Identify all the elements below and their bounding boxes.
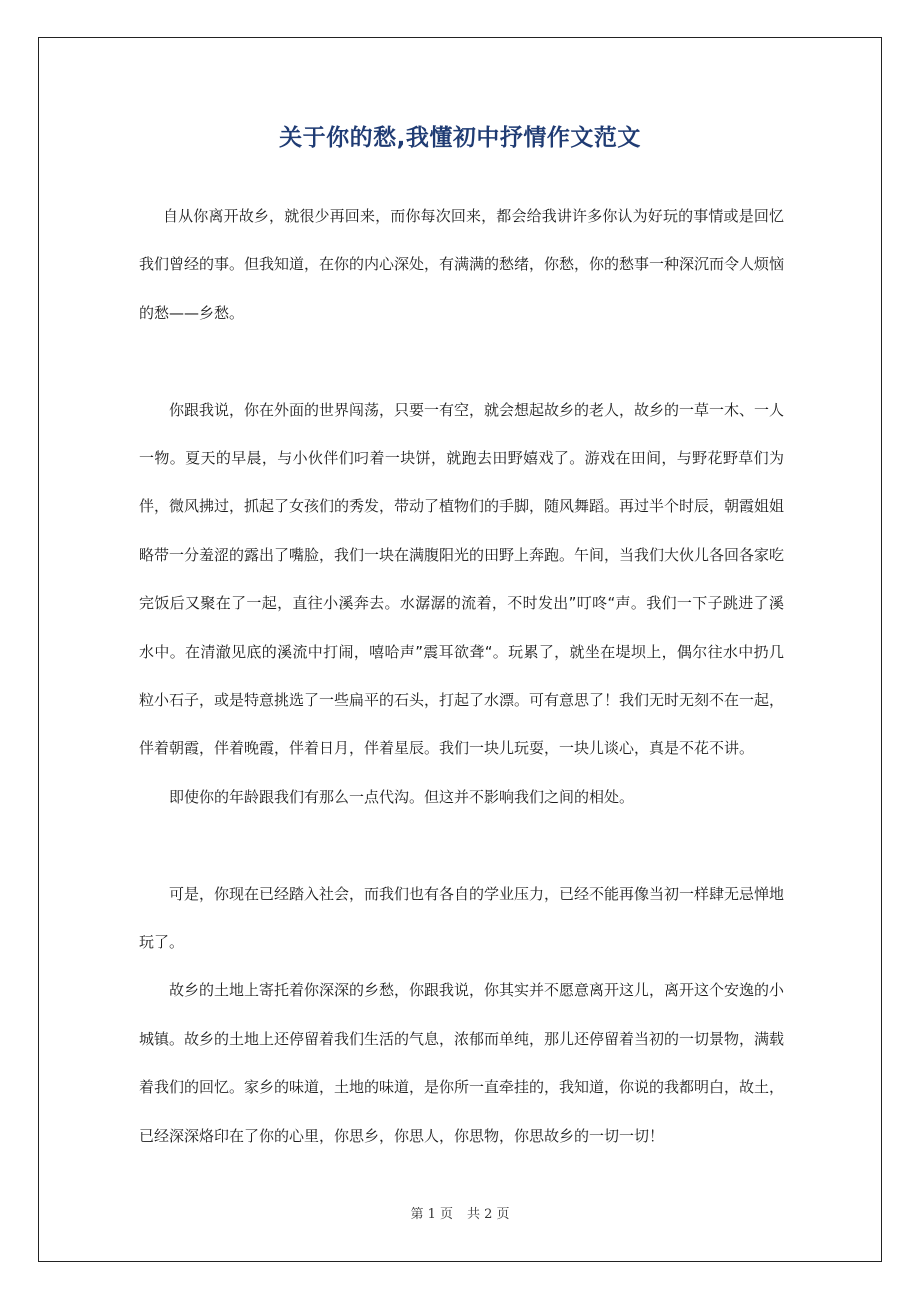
document-title: 关于你的愁,我懂初中抒情作文范文 xyxy=(279,125,641,151)
paragraph-2: 你跟我说，你在外面的世界闯荡，只要一有空，就会想起故乡的老人，故乡的一草一木、一人一物。夏天的早晨，与小伙伴们叼着一块饼，就跑去田野嬉戏了。游戏在田间，与野花野草们为伴，微风拂过，抓起了女孩们的秀发，带动了植物们的手脚，随风舞蹈。再过半个时辰，朝霞姐姐略带一分羞涩的露出了嘴脸，我们一块在满腹阳光的田野上奔跑。午间，当我们大伙儿各回各家吃完饭后又聚在了一起，直往小溪奔去。水潺潺的流着，不时发出”叮咚“声。我们一下子跳进了溪水中。在清澈见底的溪流中打闹，嘻哈声”震耳欲聋“。玩累了，就坐在堤坝上，偶尔往水中扔几粒小石子，或是特意挑选了一些扁平的石头，打起了水漂。可有意思了！我们无时无刻不在一起，伴着朝霞，伴着晚霞，伴着日月，伴着星辰。我们一块儿玩耍，一块儿谈心，真是不花不讲。 xyxy=(139,400,785,758)
page-footer xyxy=(0,1205,920,1225)
paragraph-4: 可是，你现在已经踏入社会，而我们也有各自的学业压力，已经不能再像当初一样肆无忌惮地玩了。 xyxy=(139,884,785,952)
page-number-current: 第 1 页 xyxy=(410,1207,453,1222)
paragraph-spacer xyxy=(139,821,784,869)
document-body xyxy=(139,192,784,1160)
paragraph-3: 即使你的年龄跟我们有那么一点代沟。但这并不影响我们之间的相处。 xyxy=(169,787,635,806)
paragraph-5: 故乡的土地上寄托着你深深的乡愁，你跟我说，你其实并不愿意离开这儿，离开这个安逸的小城镇。故乡的土地上还停留着我们生活的气息，浓郁而单纯，那儿还停留着当初的一切景物，满载着我们的回忆。家乡的味道，土地的味道，是你所一直牵挂的，我知道，你说的我都明白，故土，已经深深烙印在了你的心里，你思乡，你思人，你思物，你思故乡的一切一切！ xyxy=(139,981,785,1145)
page-number-total: 共 2 页 xyxy=(467,1207,510,1222)
paragraph-1: 自从你离开故乡，就很少再回来，而你每次回来，都会给我讲许多你认为好玩的事情或是回忆我们曾经的事。但我知道，在你的内心深处，有满满的愁绪，你愁，你的愁事一种深沉而令人烦恼的愁——乡愁。 xyxy=(139,207,785,322)
paragraph-spacer xyxy=(139,337,784,385)
